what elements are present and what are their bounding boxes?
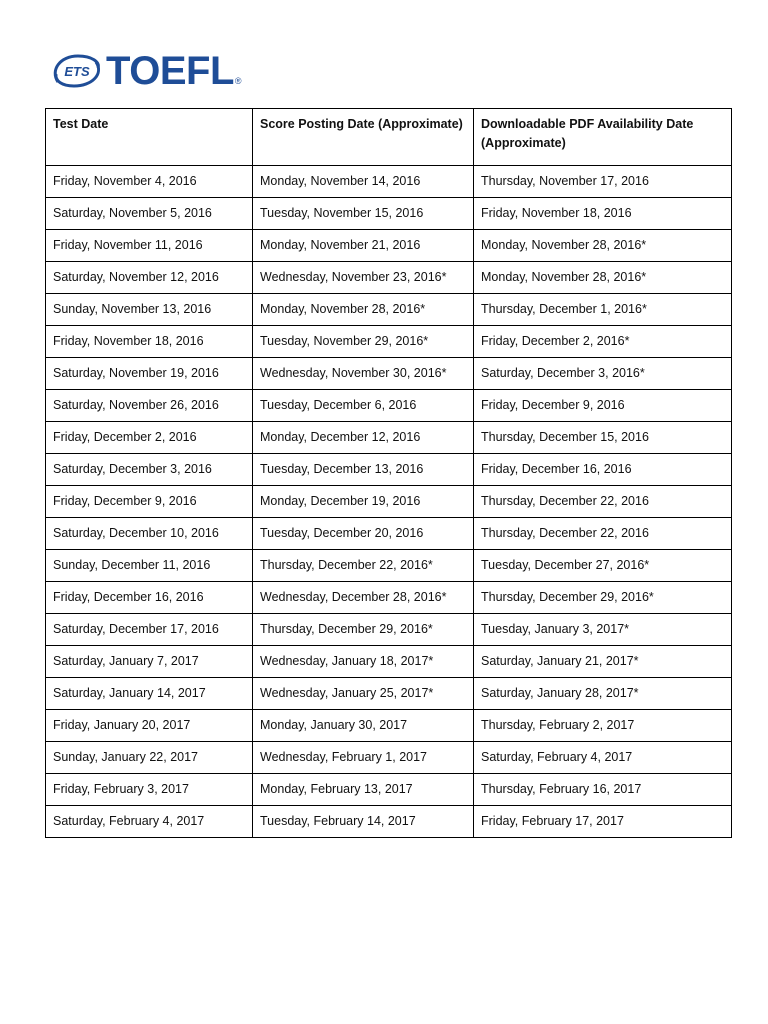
score-posting-date-cell: Wednesday, November 30, 2016* — [253, 358, 474, 390]
table-row — [46, 550, 732, 582]
test-date-cell: Saturday, November 12, 2016 — [46, 262, 253, 294]
table-row — [46, 422, 732, 454]
pdf-availability-date-cell: Saturday, January 28, 2017* — [474, 678, 732, 710]
score-posting-date-cell: Monday, November 21, 2016 — [253, 230, 474, 262]
table-row — [46, 454, 732, 486]
test-date-cell: Saturday, December 17, 2016 — [46, 614, 253, 646]
ets-logo-text: ETS — [64, 64, 90, 79]
score-posting-date-cell: Tuesday, November 29, 2016* — [253, 326, 474, 358]
pdf-availability-date-cell: Friday, December 2, 2016* — [474, 326, 732, 358]
table-row — [46, 262, 732, 294]
pdf-availability-date-cell: Tuesday, January 3, 2017* — [474, 614, 732, 646]
score-posting-date-cell: Wednesday, January 25, 2017* — [253, 678, 474, 710]
table-row — [46, 806, 732, 838]
table-row — [46, 230, 732, 262]
header-test-date: Test Date — [46, 109, 253, 166]
table-row — [46, 358, 732, 390]
score-posting-date-cell: Tuesday, December 13, 2016 — [253, 454, 474, 486]
test-date-cell: Saturday, December 3, 2016 — [46, 454, 253, 486]
test-date-cell: Friday, November 18, 2016 — [46, 326, 253, 358]
table-row — [46, 742, 732, 774]
pdf-availability-date-cell: Friday, December 16, 2016 — [474, 454, 732, 486]
test-date-cell: Friday, January 20, 2017 — [46, 710, 253, 742]
table-header-row — [46, 109, 732, 166]
test-date-cell: Saturday, December 10, 2016 — [46, 518, 253, 550]
score-posting-date-cell: Monday, February 13, 2017 — [253, 774, 474, 806]
pdf-availability-date-cell: Monday, November 28, 2016* — [474, 262, 732, 294]
table-row — [46, 326, 732, 358]
pdf-availability-date-cell: Thursday, December 22, 2016 — [474, 486, 732, 518]
table-row — [46, 198, 732, 230]
score-posting-date-cell: Monday, December 19, 2016 — [253, 486, 474, 518]
score-posting-date-cell: Thursday, December 29, 2016* — [253, 614, 474, 646]
score-posting-date-cell: Monday, November 14, 2016 — [253, 166, 474, 198]
pdf-availability-date-cell: Saturday, January 21, 2017* — [474, 646, 732, 678]
test-date-cell: Friday, December 2, 2016 — [46, 422, 253, 454]
test-date-cell: Friday, December 9, 2016 — [46, 486, 253, 518]
pdf-availability-date-cell: Thursday, December 1, 2016* — [474, 294, 732, 326]
pdf-availability-date-cell: Thursday, February 2, 2017 — [474, 710, 732, 742]
table-row — [46, 646, 732, 678]
header-score-posting-date: Score Posting Date (Approximate) — [253, 109, 474, 166]
table-row — [46, 518, 732, 550]
score-posting-date-cell: Tuesday, December 6, 2016 — [253, 390, 474, 422]
score-posting-date-cell: Monday, January 30, 2017 — [253, 710, 474, 742]
test-date-cell: Friday, December 16, 2016 — [46, 582, 253, 614]
table-row — [46, 710, 732, 742]
score-posting-date-cell: Wednesday, February 1, 2017 — [253, 742, 474, 774]
score-posting-date-cell: Thursday, December 22, 2016* — [253, 550, 474, 582]
toefl-logo — [52, 50, 242, 92]
pdf-availability-date-cell: Saturday, December 3, 2016* — [474, 358, 732, 390]
pdf-availability-date-cell: Thursday, February 16, 2017 — [474, 774, 732, 806]
test-date-cell: Saturday, November 19, 2016 — [46, 358, 253, 390]
pdf-availability-date-cell: Tuesday, December 27, 2016* — [474, 550, 732, 582]
test-date-cell: Saturday, February 4, 2017 — [46, 806, 253, 838]
pdf-availability-date-cell: Thursday, December 22, 2016 — [474, 518, 732, 550]
pdf-availability-date-cell: Monday, November 28, 2016* — [474, 230, 732, 262]
test-date-cell: Saturday, November 5, 2016 — [46, 198, 253, 230]
score-posting-date-cell: Tuesday, November 15, 2016 — [253, 198, 474, 230]
score-posting-date-cell: Wednesday, January 18, 2017* — [253, 646, 474, 678]
pdf-availability-date-cell: Friday, February 17, 2017 — [474, 806, 732, 838]
pdf-availability-date-cell: Friday, November 18, 2016 — [474, 198, 732, 230]
score-posting-date-cell: Monday, December 12, 2016 — [253, 422, 474, 454]
table-row — [46, 582, 732, 614]
test-date-cell: Sunday, January 22, 2017 — [46, 742, 253, 774]
table-row — [46, 486, 732, 518]
table-row — [46, 166, 732, 198]
table-row — [46, 774, 732, 806]
pdf-availability-date-cell: Friday, December 9, 2016 — [474, 390, 732, 422]
ets-logo-icon — [52, 52, 102, 90]
toefl-wordmark: TOEFL — [106, 49, 234, 93]
registered-mark: ® — [234, 76, 242, 86]
test-date-cell: Saturday, November 26, 2016 — [46, 390, 253, 422]
score-posting-date-cell: Monday, November 28, 2016* — [253, 294, 474, 326]
table-row — [46, 294, 732, 326]
test-date-cell: Sunday, December 11, 2016 — [46, 550, 253, 582]
test-date-cell: Saturday, January 14, 2017 — [46, 678, 253, 710]
score-posting-date-cell: Tuesday, December 20, 2016 — [253, 518, 474, 550]
score-schedule-table — [45, 108, 732, 838]
test-date-cell: Friday, November 4, 2016 — [46, 166, 253, 198]
pdf-availability-date-cell: Saturday, February 4, 2017 — [474, 742, 732, 774]
pdf-availability-date-cell: Thursday, December 15, 2016 — [474, 422, 732, 454]
table-row — [46, 678, 732, 710]
pdf-availability-date-cell: Thursday, December 29, 2016* — [474, 582, 732, 614]
score-posting-date-cell: Tuesday, February 14, 2017 — [253, 806, 474, 838]
table-row — [46, 614, 732, 646]
test-date-cell: Friday, November 11, 2016 — [46, 230, 253, 262]
header-pdf-availability-date: Downloadable PDF Availability Date (Approximate) — [474, 109, 732, 166]
test-date-cell: Sunday, November 13, 2016 — [46, 294, 253, 326]
pdf-availability-date-cell: Thursday, November 17, 2016 — [474, 166, 732, 198]
table-row — [46, 390, 732, 422]
score-posting-date-cell: Wednesday, December 28, 2016* — [253, 582, 474, 614]
score-posting-date-cell: Wednesday, November 23, 2016* — [253, 262, 474, 294]
test-date-cell: Saturday, January 7, 2017 — [46, 646, 253, 678]
test-date-cell: Friday, February 3, 2017 — [46, 774, 253, 806]
